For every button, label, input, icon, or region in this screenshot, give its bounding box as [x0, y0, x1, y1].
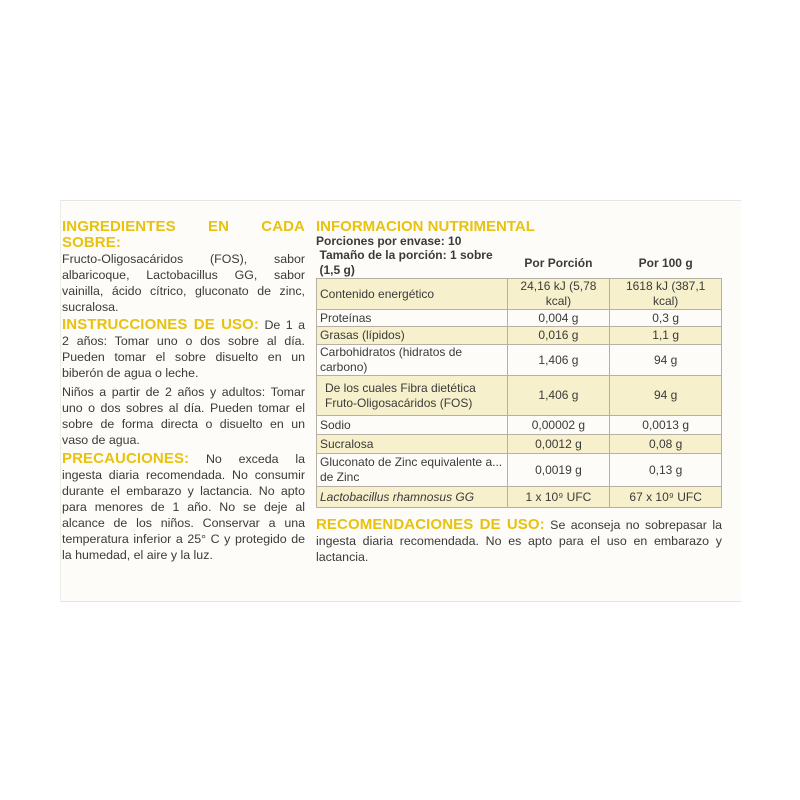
instructions-text-2: Niños a partir de 2 años y adultos: Tomar uno o dos sobres al día. Pueden tomar el sobre de forma directa o disuelto en un vaso de agua.: [62, 385, 305, 447]
nutrient-per-100g: 67 x 10⁹ UFC: [610, 487, 722, 508]
nutrient-name: Proteínas: [317, 310, 508, 327]
nutrition-row: [317, 279, 722, 310]
nutrition-row: [317, 416, 722, 435]
nutrient-per-portion: 24,16 kJ (5,78 kcal): [507, 279, 610, 310]
instructions-heading: INSTRUCCIONES DE USO:: [62, 316, 259, 333]
nutrition-row: [317, 376, 722, 416]
nutrient-per-portion: 1,406 g: [507, 376, 610, 416]
nutrient-per-100g: 1,1 g: [610, 327, 722, 345]
nutrient-per-100g: 0,0013 g: [610, 416, 722, 435]
nutrition-section: [316, 219, 722, 508]
servings-per-container: Porciones por envase: 10: [316, 234, 462, 248]
nutrient-name: Contenido energético: [317, 279, 508, 310]
ingredients-heading: INGREDIENTES EN CADA SOBRE:: [62, 218, 305, 251]
precautions-heading: PRECAUCIONES:: [62, 450, 190, 467]
ingredients-text: Fructo-Oligosacáridos (FOS), sabor albaricoque, Lactobacillus GG, sabor vainilla, ácido cítrico, gluconato de zinc, sucralosa.: [62, 252, 305, 314]
nutrient-name: Sucralosa: [317, 435, 508, 454]
nutrient-per-portion: 0,0012 g: [507, 435, 610, 454]
recommendations: [316, 517, 722, 565]
nutrition-table: [316, 248, 722, 508]
nutrient-per-100g: 0,13 g: [610, 454, 722, 487]
nutrient-per-100g: 0,08 g: [610, 435, 722, 454]
nutrition-row: [317, 454, 722, 487]
nutrition-row: [317, 435, 722, 454]
nutrient-per-100g: 0,3 g: [610, 310, 722, 327]
nutrient-name: Sodio: [317, 416, 508, 435]
precautions-paragraph: [62, 451, 305, 563]
nutrient-name: Lactobacillus rhamnosus GG: [317, 487, 508, 508]
left-column: [62, 219, 305, 563]
recommendations-heading: RECOMENDACIONES DE USO:: [316, 516, 545, 533]
nutrition-header-row: [317, 248, 722, 279]
nutrient-per-portion: 0,004 g: [507, 310, 610, 327]
nutrient-per-portion: 0,016 g: [507, 327, 610, 345]
instructions-paragraph: [62, 317, 305, 381]
nutrient-per-100g: 94 g: [610, 376, 722, 416]
nutrient-per-portion: 0,0019 g: [507, 454, 610, 487]
nutrient-per-portion: 1,406 g: [507, 345, 610, 376]
nutrition-row: [317, 487, 722, 508]
nutrient-name: Carbohidratos (hidratos de carbono): [317, 345, 508, 376]
nutrient-name: De los cuales Fibra dietética Fruto-Oligosacáridos (FOS): [317, 376, 508, 416]
nutrition-row: [317, 327, 722, 345]
col-per-portion: Por Porción: [524, 255, 593, 270]
serving-size: Tamaño de la porción: 1 sobre (1,5 g): [319, 248, 493, 277]
nutrient-per-portion: 0,00002 g: [507, 416, 610, 435]
nutrient-name: Grasas (lípidos): [317, 327, 508, 345]
nutrition-row: [317, 345, 722, 376]
recommendations-text: Se aconseja no sobrepasar la ingesta diaria recomendada. No es apto para el uso en embarazo y lactancia.: [316, 518, 722, 564]
nutrition-title: INFORMACION NUTRIMENTAL: [316, 218, 535, 235]
nutrition-row: [317, 310, 722, 327]
col-per-100g: Por 100 g: [638, 255, 693, 270]
precautions-text: No exceda la ingesta diaria recomendada. No consumir durante el embarazo y lactancia. No apto para menores de 1 año. No se deje al alcance de los niños. Conservar a una temperatura inferior a 25° C y protegido de la humedad, el aire y la luz.: [62, 452, 305, 562]
instructions-text-1: De 1 a 2 años: Tomar uno o dos sobre al día. Pueden tomar el sobre disuelto en un biberón de agua o leche.: [62, 318, 306, 380]
nutrient-name: Gluconato de Zinc equivalente a... de Zinc: [317, 454, 508, 487]
nutrient-per-100g: 94 g: [610, 345, 722, 376]
nutrient-per-portion: 1 x 10⁹ UFC: [507, 487, 610, 508]
nutrient-per-100g: 1618 kJ (387,1 kcal): [610, 279, 722, 310]
